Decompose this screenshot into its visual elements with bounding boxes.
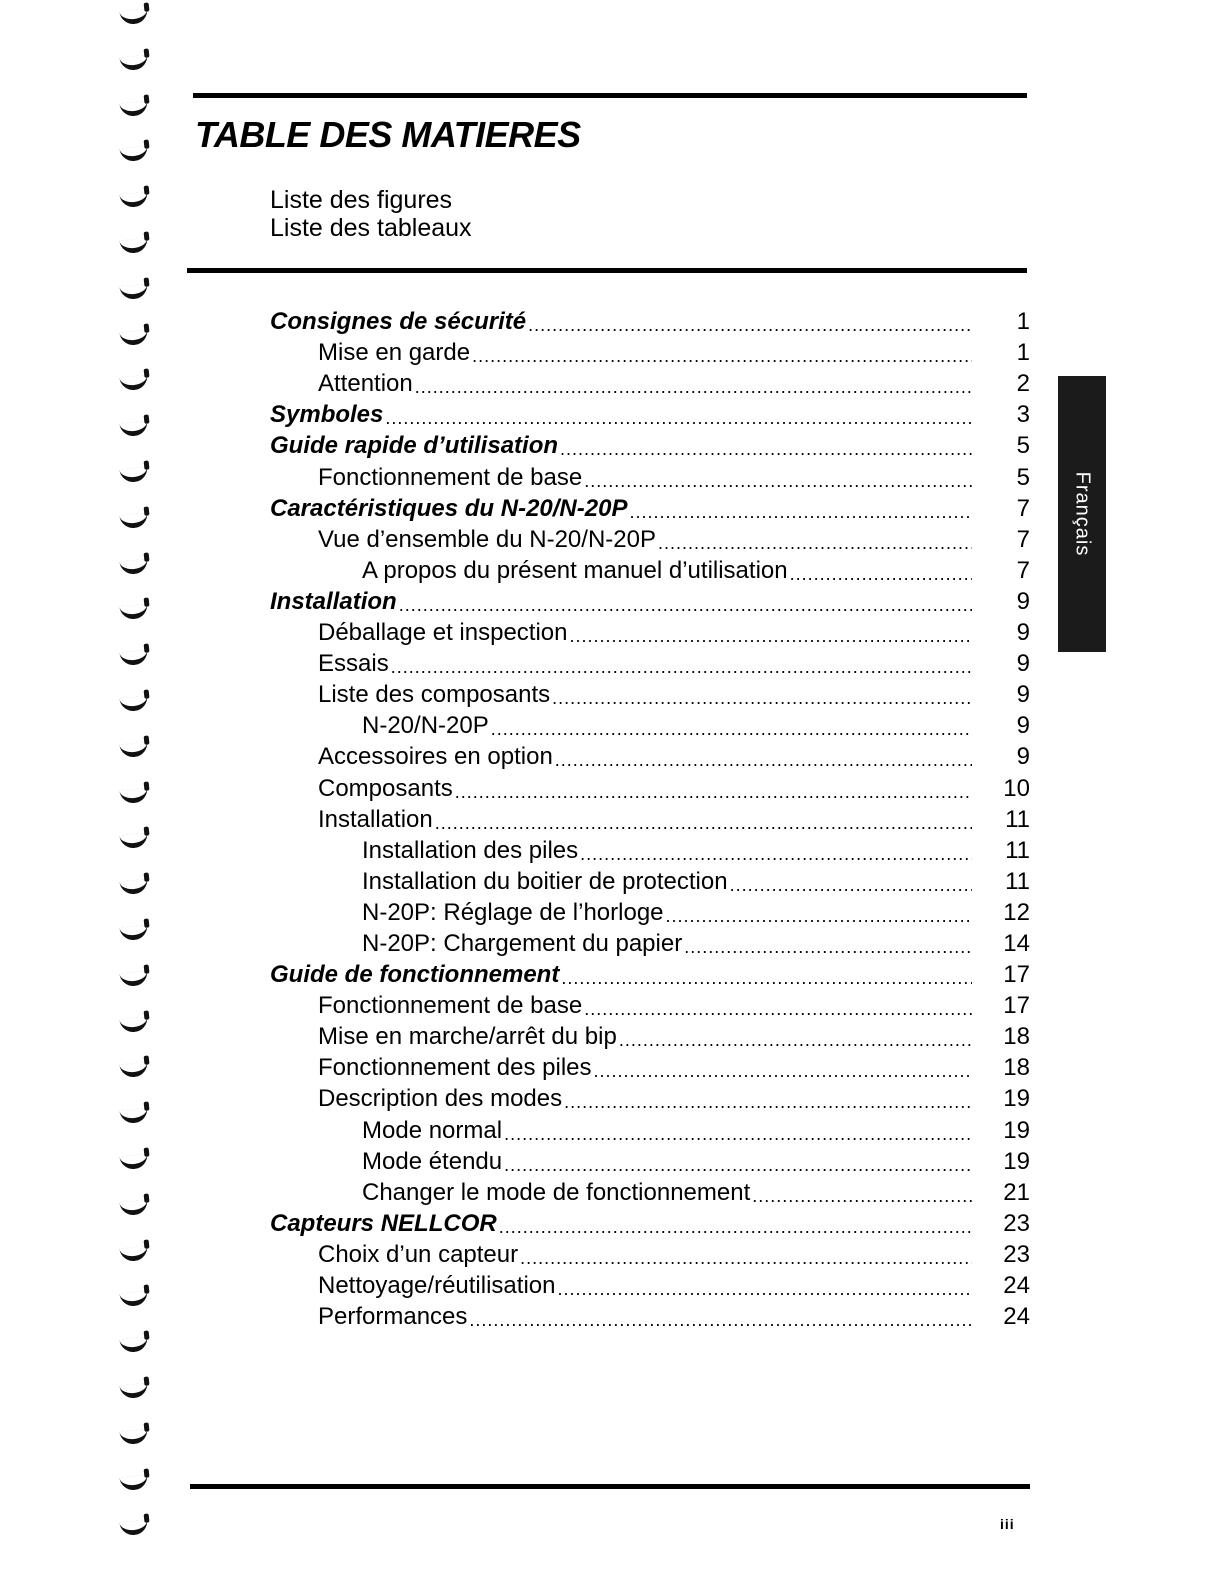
toc-entry[interactable] bbox=[270, 460, 1030, 491]
toc-entry-title: Capteurs NELLCOR bbox=[270, 1209, 497, 1237]
dot-leader bbox=[399, 594, 972, 616]
toc-entry-title: Consignes de sécurité bbox=[270, 308, 527, 336]
top-rule bbox=[193, 93, 1027, 98]
toc-entry-page: 24 bbox=[1003, 1303, 1030, 1331]
toc-entry[interactable] bbox=[270, 523, 1030, 554]
toc-entry-page: 9 bbox=[1016, 587, 1030, 615]
toc-entry-title: N-20P: Chargement du papier bbox=[362, 929, 683, 957]
binding-ring-icon bbox=[119, 512, 148, 529]
dot-leader bbox=[584, 470, 972, 492]
toc-entry-page: 3 bbox=[1016, 401, 1030, 429]
toc-entry-page: 18 bbox=[1003, 1023, 1030, 1051]
toc-entry[interactable] bbox=[270, 616, 1030, 647]
dot-leader bbox=[435, 812, 972, 834]
binding-ring-icon bbox=[119, 192, 148, 209]
toc-entry-title: Symboles bbox=[270, 401, 384, 429]
binding-ring-icon bbox=[119, 604, 148, 621]
dot-leader bbox=[499, 1216, 972, 1238]
dot-leader bbox=[555, 749, 972, 771]
toc-entry[interactable] bbox=[270, 771, 1030, 802]
toc-entry-title: Performances bbox=[318, 1303, 468, 1331]
toc-entry-title: Accessoires en option bbox=[318, 743, 553, 771]
toc-entry[interactable] bbox=[270, 709, 1030, 740]
dot-leader bbox=[629, 501, 972, 523]
toc-entry[interactable] bbox=[270, 989, 1030, 1020]
binding-ring-icon bbox=[119, 238, 148, 255]
binding-ring-icon bbox=[119, 696, 148, 713]
toc-entry-page: 1 bbox=[1016, 339, 1030, 367]
table-of-contents bbox=[270, 305, 1030, 1331]
section-rule bbox=[187, 268, 1027, 273]
binding-ring-icon bbox=[119, 146, 148, 163]
dot-leader bbox=[528, 314, 972, 336]
dot-leader bbox=[666, 905, 972, 927]
binding-ring-icon bbox=[119, 787, 148, 804]
binding-ring-icon bbox=[119, 467, 148, 484]
language-tab-label: Français bbox=[1071, 471, 1094, 557]
binding-ring-icon bbox=[119, 1291, 148, 1308]
toc-entry-page: 18 bbox=[1003, 1054, 1030, 1082]
toc-entry-page: 9 bbox=[1016, 712, 1030, 740]
dot-leader bbox=[580, 843, 972, 865]
toc-entry[interactable] bbox=[270, 927, 1030, 958]
toc-entry-title: Nettoyage/réutilisation bbox=[318, 1272, 556, 1299]
toc-entry-page: 12 bbox=[1003, 898, 1030, 926]
toc-entry-title: Mise en marche/arrêt du bip bbox=[318, 1023, 617, 1051]
dot-leader bbox=[557, 1278, 972, 1300]
toc-entry-page: 17 bbox=[1003, 992, 1030, 1020]
dot-leader bbox=[472, 345, 972, 367]
toc-entry-title: Changer le mode de fonctionnement bbox=[362, 1178, 751, 1206]
toc-entry-title: Installation bbox=[270, 587, 397, 615]
toc-entry-page: 10 bbox=[1003, 774, 1030, 802]
binding-ring-icon bbox=[119, 1016, 148, 1033]
toc-entry[interactable] bbox=[270, 1207, 1030, 1238]
toc-entry-page: 7 bbox=[1016, 494, 1030, 522]
toc-entry-page: 23 bbox=[1003, 1209, 1030, 1237]
binding-ring-icon bbox=[119, 741, 148, 758]
binding-ring-icon bbox=[119, 650, 148, 667]
toc-entry[interactable] bbox=[270, 1082, 1030, 1113]
toc-entry-title: Fonctionnement de base bbox=[318, 463, 583, 491]
toc-entry-page: 19 bbox=[1003, 1116, 1030, 1144]
toc-entry[interactable] bbox=[270, 429, 1030, 460]
toc-entry-title: Essais bbox=[318, 650, 389, 678]
binding-ring-icon bbox=[119, 9, 148, 26]
toc-entry[interactable] bbox=[270, 1020, 1030, 1051]
binding-ring-icon bbox=[119, 879, 148, 896]
page-number: iii bbox=[1000, 1516, 1015, 1532]
language-tab[interactable] bbox=[1058, 376, 1106, 652]
binding-ring-icon bbox=[119, 1199, 148, 1216]
toc-entry-title: Guide de fonctionnement bbox=[270, 961, 560, 989]
dot-leader bbox=[504, 1123, 972, 1145]
toc-entry[interactable] bbox=[270, 1113, 1030, 1144]
toc-entry-page: 9 bbox=[1016, 650, 1030, 678]
toc-entry[interactable] bbox=[270, 1269, 1030, 1300]
binding-ring-icon bbox=[119, 54, 148, 71]
dot-leader bbox=[570, 625, 972, 647]
toc-entry[interactable] bbox=[270, 647, 1030, 678]
dot-leader bbox=[561, 967, 972, 989]
toc-entry[interactable] bbox=[270, 585, 1030, 616]
toc-entry-page: 7 bbox=[1016, 525, 1030, 553]
toc-entry[interactable] bbox=[270, 492, 1030, 523]
toc-entry-page: 7 bbox=[1016, 556, 1030, 584]
binding-ring-icon bbox=[119, 375, 148, 392]
binding-ring-icon bbox=[119, 925, 148, 942]
dot-leader bbox=[730, 874, 972, 896]
toc-entry-title: Installation du boitier de protection bbox=[362, 867, 728, 895]
binding-ring-icon bbox=[119, 970, 148, 987]
toc-entry-title: Fonctionnement des piles bbox=[318, 1054, 592, 1082]
dot-leader bbox=[584, 998, 972, 1020]
dot-leader bbox=[790, 563, 972, 585]
toc-entry[interactable] bbox=[270, 740, 1030, 771]
toc-entry[interactable] bbox=[270, 803, 1030, 834]
toc-entry-title: Liste des composants bbox=[318, 681, 551, 709]
dot-leader bbox=[552, 687, 972, 709]
toc-entry[interactable] bbox=[270, 1176, 1030, 1207]
toc-entry-page: 11 bbox=[1005, 836, 1030, 864]
dot-leader bbox=[658, 532, 972, 554]
toc-entry-title: Guide rapide d’utilisation bbox=[270, 432, 559, 460]
toc-entry-title: Installation bbox=[318, 805, 433, 833]
list-of-tables-link[interactable]: Liste des tableaux bbox=[270, 214, 472, 242]
toc-entry[interactable] bbox=[270, 896, 1030, 927]
toc-entry-page: 5 bbox=[1016, 432, 1030, 460]
toc-entry[interactable] bbox=[270, 1300, 1030, 1331]
dot-leader bbox=[564, 1091, 972, 1113]
toc-entry-page: 17 bbox=[1003, 961, 1030, 989]
toc-entry-page: 23 bbox=[1003, 1240, 1030, 1268]
toc-entry-title: Mode étendu bbox=[362, 1147, 503, 1175]
page-title: TABLE DES MATIERES bbox=[195, 114, 581, 155]
toc-entry-page: 11 bbox=[1005, 805, 1030, 833]
toc-entry[interactable] bbox=[270, 398, 1030, 429]
toc-entry-title: A propos du présent manuel d’utilisation bbox=[362, 556, 788, 584]
binding-ring-icon bbox=[119, 1474, 148, 1491]
toc-entry[interactable] bbox=[270, 678, 1030, 709]
toc-entry[interactable] bbox=[270, 336, 1030, 367]
toc-entry[interactable] bbox=[270, 958, 1030, 989]
dot-leader bbox=[415, 376, 972, 398]
binding-ring-icon bbox=[119, 421, 148, 438]
toc-entry-page: 24 bbox=[1003, 1272, 1030, 1299]
dot-leader bbox=[594, 1060, 973, 1082]
toc-entry[interactable] bbox=[270, 834, 1030, 865]
dot-leader bbox=[560, 438, 972, 460]
toc-entry-title: Caractéristiques du N-20/N-20P bbox=[270, 494, 628, 522]
binding-ring-icon bbox=[119, 1062, 148, 1079]
dot-leader bbox=[491, 718, 972, 740]
toc-entry-page: 19 bbox=[1003, 1085, 1030, 1113]
binding-ring-icon bbox=[119, 329, 148, 346]
toc-entry-page: 2 bbox=[1016, 370, 1030, 398]
toc-entry-page: 9 bbox=[1016, 619, 1030, 647]
binding-ring-icon bbox=[119, 1520, 148, 1537]
binding-ring-icon bbox=[119, 1245, 148, 1262]
toc-entry-page: 5 bbox=[1016, 463, 1030, 491]
toc-entry-title: Description des modes bbox=[318, 1085, 563, 1113]
toc-entry-title: Mise en garde bbox=[318, 339, 471, 367]
toc-entry-title: N-20P: Réglage de l’horloge bbox=[362, 898, 664, 926]
toc-entry-page: 9 bbox=[1016, 681, 1030, 709]
toc-entry[interactable] bbox=[270, 1051, 1030, 1082]
toc-entry-page: 21 bbox=[1003, 1178, 1030, 1206]
binding-ring-icon bbox=[119, 1428, 148, 1445]
binding-ring-icon bbox=[119, 1108, 148, 1125]
binding-ring-icon bbox=[119, 1337, 148, 1354]
toc-entry-title: Composants bbox=[318, 774, 453, 802]
dot-leader bbox=[385, 407, 972, 429]
binding-ring-icon bbox=[119, 283, 148, 300]
toc-entry-page: 11 bbox=[1005, 867, 1030, 895]
binding-ring-icon bbox=[119, 558, 148, 575]
dot-leader bbox=[619, 1029, 972, 1051]
binding-ring-icon bbox=[119, 100, 148, 117]
dot-leader bbox=[469, 1309, 972, 1331]
toc-entry-title: Fonctionnement de base bbox=[318, 992, 583, 1020]
toc-entry[interactable] bbox=[270, 865, 1030, 896]
toc-entry-title: Installation des piles bbox=[362, 836, 579, 864]
dot-leader bbox=[520, 1247, 972, 1269]
binding-ring-icon bbox=[119, 1154, 148, 1171]
toc-entry[interactable] bbox=[270, 367, 1030, 398]
toc-entry-title: N-20/N-20P bbox=[362, 712, 489, 740]
toc-entry-page: 19 bbox=[1003, 1147, 1030, 1175]
toc-entry[interactable] bbox=[270, 554, 1030, 585]
toc-entry-page: 1 bbox=[1016, 308, 1030, 336]
binding-ring-icon bbox=[119, 833, 148, 850]
dot-leader bbox=[752, 1185, 972, 1207]
spiral-binding bbox=[108, 0, 158, 1584]
toc-entry-title: Déballage et inspection bbox=[318, 619, 568, 647]
toc-entry-title: Choix d’un capteur bbox=[318, 1240, 519, 1268]
toc-entry-title: Attention bbox=[318, 370, 413, 398]
toc-entry-page: 14 bbox=[1003, 929, 1030, 957]
dot-leader bbox=[455, 781, 972, 803]
toc-entry[interactable] bbox=[270, 1238, 1030, 1269]
binding-ring-icon bbox=[119, 1383, 148, 1400]
dot-leader bbox=[504, 1154, 972, 1176]
toc-entry[interactable] bbox=[270, 305, 1030, 336]
toc-entry-page: 9 bbox=[1016, 743, 1030, 771]
toc-entry-title: Mode normal bbox=[362, 1116, 503, 1144]
dot-leader bbox=[684, 936, 972, 958]
bottom-rule bbox=[190, 1484, 1030, 1489]
dot-leader bbox=[391, 656, 972, 678]
list-of-figures-link[interactable]: Liste des figures bbox=[270, 186, 453, 214]
toc-entry[interactable] bbox=[270, 1145, 1030, 1176]
toc-entry-title: Vue d’ensemble du N-20/N-20P bbox=[318, 525, 656, 553]
front-matter-list bbox=[270, 186, 472, 242]
